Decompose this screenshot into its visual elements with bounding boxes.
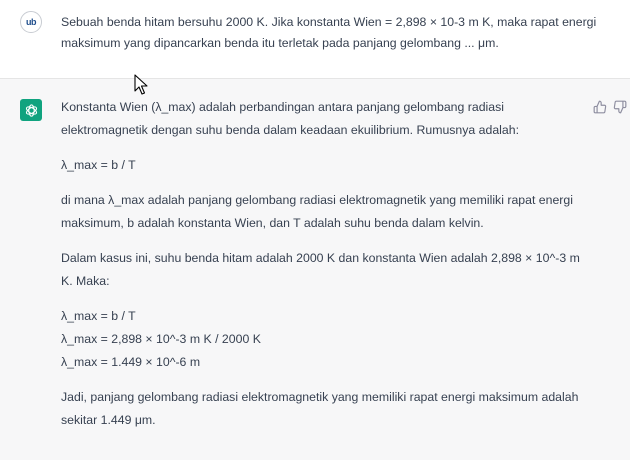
thumbs-up-icon[interactable] [593, 100, 607, 114]
paragraph-definition: Konstanta Wien (λ_max) adalah perbandingan antara panjang gelombang radiasi elektromagnetik dengan suhu benda dalam keadaan ekuilibrium. Rumusnya adalah: [61, 100, 520, 137]
openai-logo-icon [20, 99, 42, 121]
equation-line: λ_max = 1.449 × 10^-6 m [61, 355, 201, 369]
paragraph-formula: λ_max = b / T [61, 158, 136, 172]
assistant-message-row [0, 79, 630, 460]
paragraph-conclusion: Jadi, panjang gelombang radiasi elektromagnetik yang memiliki rapat energi maksimum adalah sekitar 1.449 μm. [61, 390, 579, 427]
user-message-text: Sebuah benda hitam bersuhu 2000 K. Jika konstanta Wien = 2,898 × 10-3 m K, maka rapat energi maksimum yang dipancarkan benda itu terletak pada panjang gelombang ... μm. [61, 15, 597, 50]
thumbs-down-icon[interactable] [613, 100, 627, 114]
user-message-row [0, 0, 630, 79]
paragraph-explanation: di mana λ_max adalah panjang gelombang radiasi elektromagnetik yang memiliki rapat energi maksimum, b adalah konstanta Wien, dan T adalah suhu benda dalam kelvin. [61, 193, 573, 230]
equation-line: λ_max = b / T [61, 309, 136, 323]
assistant-message-text [61, 96, 591, 432]
mouse-cursor-icon [134, 74, 150, 96]
user-avatar: ub [20, 11, 42, 33]
paragraph-case: Dalam kasus ini, suhu benda hitam adalah 2000 K dan konstanta Wien adalah 2,898 × 10^-3 m K. Maka: [61, 251, 580, 288]
equation-line: λ_max = 2,898 × 10^-3 m K / 2000 K [61, 332, 261, 346]
